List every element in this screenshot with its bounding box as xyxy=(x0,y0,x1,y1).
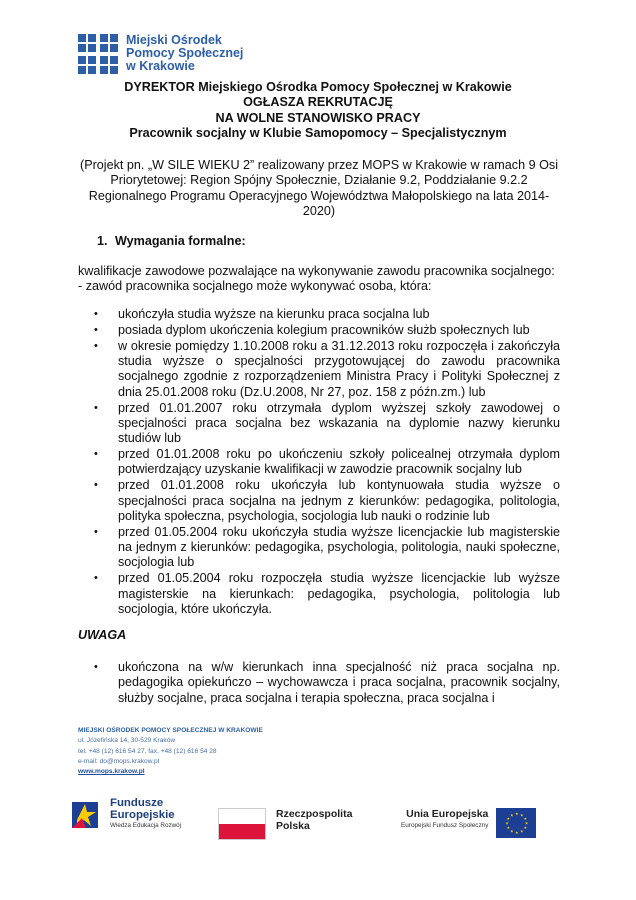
org-name-line: Pomocy Społecznej xyxy=(126,46,244,60)
note-heading: UWAGA xyxy=(78,628,127,642)
svg-text:★: ★ xyxy=(520,812,524,818)
polish-flag-icon xyxy=(218,808,266,840)
fundusze-europejskie-logo xyxy=(68,798,181,832)
svg-text:★: ★ xyxy=(510,812,514,818)
mops-logo-icon xyxy=(78,34,118,74)
svg-text:★: ★ xyxy=(506,816,511,821)
project-line: Regionalnego Programu Operacyjnego Województwa Małopolskiego na lata 2014- xyxy=(88,188,550,203)
rp-text xyxy=(276,808,352,832)
fe-subtitle: Wiedza Edukacja Rozwój xyxy=(110,822,182,829)
footer-org-name: MIEJSKI OŚRODEK POMOCY SPOŁECZNEJ W KRAKOWIE xyxy=(78,727,263,734)
list-item: • ukończyła studia wyższe na kierunku praca socjalna lub xyxy=(94,307,560,322)
footer-website-link[interactable]: www.mops.krakow.pl xyxy=(78,768,145,776)
intro-line: kwalifikacje zawodowe pozwalające na wykonywanie zawodu pracownika socjalnego: xyxy=(78,264,555,278)
section-heading xyxy=(97,234,246,248)
svg-text:★: ★ xyxy=(510,828,514,834)
footer-phone: tel. +48 (12) 616 54 27, fax. +48 (12) 616 54 28 xyxy=(78,747,217,755)
title-line: Pracownik socjalny w Klubie Samopomocy – Specjalistycznym xyxy=(129,126,507,141)
fe-line: Fundusze xyxy=(110,797,164,809)
footer-address: ul. Józefińska 14, 30-529 Kraków xyxy=(78,737,176,745)
project-line: Priorytetowej: Region Spójny Społecznie, Działanie 9.2, Poddziałanie 9.2.2 xyxy=(110,173,528,188)
project-description xyxy=(78,158,560,220)
project-line: 2020) xyxy=(302,204,336,219)
list-item: • w okresie pomiędzy 1.10.2008 roku a 31.12.2013 roku rozpoczęła i zakończyła studia wyższe o specjalności przygotowującej do zawodu pracownika socjalnego zgodnie z rozporządzeniem Ministra Pracy i Polityki Społecznej z dnia 25.01.2008 roku (Dz.U.2008, Nr 27, poz. 158 z późn.zm.) lub xyxy=(94,339,560,400)
org-name-line: Miejski Ośrodek xyxy=(126,33,222,47)
svg-text:★: ★ xyxy=(515,811,519,816)
header xyxy=(78,34,243,74)
note-list xyxy=(94,660,560,706)
svg-text:★: ★ xyxy=(506,825,511,830)
title-line: NA WOLNE STANOWISKO PRACY xyxy=(215,110,421,125)
eu-flag-icon xyxy=(496,808,536,838)
funding-logos xyxy=(68,796,568,846)
list-item: • przed 01.01.2008 roku po ukończeniu szkoły policealnej otrzymała dyplom potwierdzający uzyskanie kwalifikacji w zawodzie pracownik socjalny lub xyxy=(94,447,560,478)
fe-text xyxy=(110,798,181,831)
org-name xyxy=(126,34,243,73)
list-item: • przed 01.01.2008 roku ukończyła lub kontynuowała studia wyższe o specjalności praca socjalna na jednym z kierunków: pedagogika, politologia, polityka społeczna, psychologia, socjologia lub nauki o rodzinie lub xyxy=(94,478,560,524)
intro-line: - zawód pracownika socjalnego może wykonywać osoba, która: xyxy=(78,279,432,294)
title-line: DYREKTOR Miejskiego Ośrodka Pomocy Społecznej w Krakowie xyxy=(124,80,512,94)
svg-text:★: ★ xyxy=(523,816,528,821)
svg-text:★: ★ xyxy=(525,820,529,826)
rzeczpospolita-logo xyxy=(218,808,352,840)
announcement-title xyxy=(0,80,636,142)
list-item: • przed 01.01.2007 roku otrzymała dyplom wyższej szkoły zawodowej o specjalności praca socjalna bez wskazania na dyplomie nazwy kierunku studiów lub xyxy=(94,401,560,447)
rp-line: Rzeczpospolita xyxy=(276,808,353,820)
section-title: Wymagania formalne: xyxy=(115,234,246,248)
list-item: • przed 01.05.2004 roku rozpoczęła studia wyższe licencjackie lub wyższe magisterskie na kierunkach: pedagogika, psychologia, politologia lub socjologia, które ukończyła. xyxy=(94,571,560,617)
intro-text xyxy=(78,264,560,295)
list-item: • ukończona na w/w kierunkach inna specjalność niż praca socjalna np. pedagogika opiekuńczo – wychowawcza i praca socjalna, pracownik socjalny, służby socjalne, praca socjalna i terapia społeczna, praca socjalna i xyxy=(94,660,560,706)
eu-line: Unia Europejska xyxy=(406,808,489,820)
org-name-line: w Krakowie xyxy=(126,59,195,73)
eu-line: Europejski Fundusz Społeczny xyxy=(401,822,489,829)
unia-europejska-logo xyxy=(401,808,536,838)
fe-line: Europejskie xyxy=(110,808,175,821)
svg-text:★: ★ xyxy=(515,830,519,835)
title-line: OGŁASZA REKRUTACJĘ xyxy=(243,95,393,110)
list-item: • przed 01.05.2004 roku ukończyła studia wyższe licencjackie lub magisterskie na jednym z kierunków: pedagogika, psychologia, politologia, nauki społeczne, socjologia lub xyxy=(94,525,560,571)
svg-text:★: ★ xyxy=(505,820,510,826)
footer-email: e-mail: do@mops.krakow.pl xyxy=(78,757,160,765)
rp-line: Polska xyxy=(276,820,310,832)
section-number: 1. xyxy=(97,234,108,248)
requirements-list xyxy=(94,307,560,618)
footer-contact xyxy=(78,726,263,777)
fundusze-europejskie-star-icon xyxy=(68,798,102,832)
project-line: (Projekt pn. „W SILE WIEKU 2” realizowany przez MOPS w Krakowie w ramach 9 Osi xyxy=(80,158,558,172)
svg-text:★: ★ xyxy=(523,825,528,830)
list-item: • posiada dyplom ukończenia kolegium pracowników służb społecznych lub xyxy=(94,323,560,338)
eu-text xyxy=(401,808,488,831)
svg-text:★: ★ xyxy=(520,828,524,834)
